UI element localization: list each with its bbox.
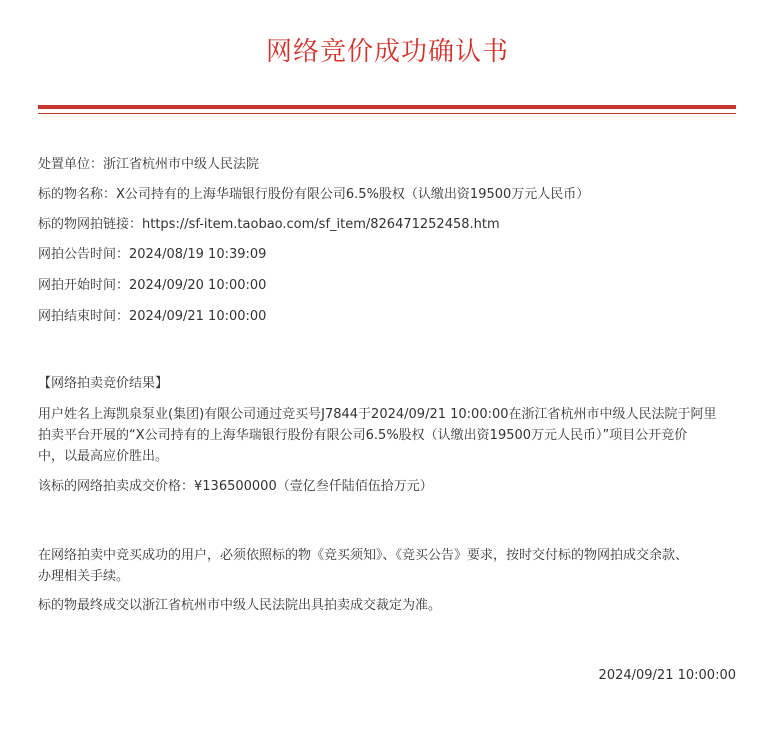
auction-link-line[interactable]: 标的物网拍链接：https://sf-item.taobao.com/sf_item/826471252458.htm bbox=[38, 217, 500, 232]
notice-line-1: 在网络拍卖中竞买成功的用户，必须依照标的物《竞买须知》、《竞买公告》要求，按时交付标的物网拍成交余款、 bbox=[38, 548, 689, 563]
title-divider-thick bbox=[38, 105, 736, 109]
final-note-line: 标的物最终成交以浙江省杭州市中级人民法院出具拍卖成交裁定为准。 bbox=[38, 598, 442, 613]
end-time-line: 网拍结束时间：2024/09/21 10:00:00 bbox=[38, 309, 267, 324]
transaction-price-line: 该标的网络拍卖成交价格：¥136500000（壹亿叁仟陆佰伍拾万元） bbox=[38, 479, 433, 494]
result-heading: 【网络拍卖竞价结果】 bbox=[38, 376, 169, 391]
result-line-2: 拍卖平台开展的“X公司持有的上海华瑞银行股份有限公司6.5%股权（认缴出资19500万元人民币）”项目公开竞价 bbox=[38, 428, 688, 443]
result-line-1: 用户姓名上海凯泉泵业(集团)有限公司通过竞买号J7844于2024/09/21 10:00:00在浙江省杭州市中级人民法院于阿里 bbox=[38, 407, 717, 422]
title-divider-thin bbox=[38, 113, 736, 114]
notice-line-2: 办理相关手续。 bbox=[38, 569, 130, 584]
start-time-line: 网拍开始时间：2024/09/20 10:00:00 bbox=[38, 278, 267, 293]
result-line-3: 中，以最高应价胜出。 bbox=[38, 449, 169, 464]
page-title: 网络竞价成功确认书 bbox=[265, 37, 509, 67]
result-paragraph bbox=[38, 404, 738, 467]
notice-paragraph bbox=[38, 545, 738, 587]
footer-date: 2024/09/21 10:00:00 bbox=[598, 668, 736, 683]
announcement-time-line: 网拍公告时间：2024/08/19 10:39:09 bbox=[38, 247, 267, 262]
disposal-unit-line: 处置单位：浙江省杭州市中级人民法院 bbox=[38, 157, 260, 172]
subject-name-line: 标的物名称：X公司持有的上海华瑞银行股份有限公司6.5%股权（认缴出资19500万元人民币） bbox=[38, 187, 590, 202]
